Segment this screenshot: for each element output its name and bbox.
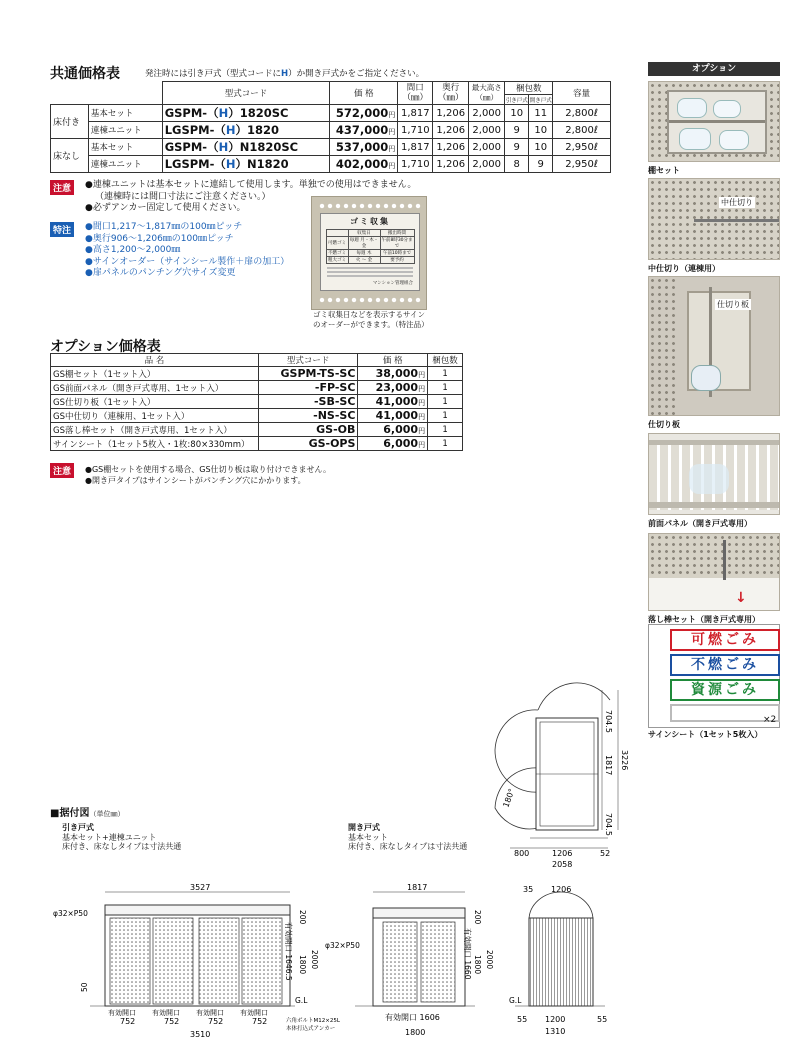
shelf-bar (669, 120, 765, 123)
cell-pack-swing: 11 (529, 105, 553, 122)
trash-bag (719, 130, 749, 150)
header-pack: 梱包数 (505, 82, 553, 95)
trash-bag (679, 128, 711, 150)
floor-type: 床なし (51, 139, 89, 173)
slide-h1: 200 (298, 910, 307, 925)
sign-sample-row: 不燃ゴミ 毎週 木 午前10時まで (326, 250, 414, 257)
slide-h3: 2000 (310, 950, 319, 970)
option-price: 41,000円 (358, 409, 428, 423)
cell-pack-swing: 9 (529, 156, 553, 173)
punch-holes (318, 297, 422, 303)
side-b2: 1200 (545, 1015, 566, 1024)
side-b1: 55 (517, 1015, 528, 1024)
sign-sample-footer: マンション管理組合 (372, 281, 413, 286)
special-line: ●間口1,217～1,817㎜の100㎜ピッチ (85, 222, 243, 232)
header-pack-slide: 引き戸式 (505, 95, 529, 105)
header-price: 価 格 (330, 82, 398, 105)
option-code: GS-OB (258, 423, 358, 437)
option-price: 23,000円 (358, 381, 428, 395)
order-note-h: H (281, 69, 289, 79)
side-b3: 55 (597, 1015, 608, 1024)
page-title: 共通価格表 (50, 66, 120, 82)
option-code: -FP-SC (258, 381, 358, 395)
option-table (50, 353, 463, 451)
model-code: LGSPM-（H）1820 (162, 122, 330, 139)
header-height: 最大高さ （㎜） (469, 82, 505, 105)
drop-rod (723, 540, 726, 580)
sign-sample-row: 可燃ゴミ 毎週 月・木・金 午前8時30分まで (328, 238, 413, 249)
partition-callout: 仕切り板 (717, 300, 749, 309)
caption-shelf-set: 棚セット (648, 166, 680, 175)
cell-pack-slide: 10 (505, 105, 529, 122)
trash-bag (691, 365, 721, 391)
floor-type: 床付き (51, 105, 89, 139)
slide-type-label: 引き戸式 基本セット+連棟ユニット 床付き、床なしタイプは寸法共通 (62, 823, 182, 851)
header-width: 間口 （㎜） (398, 82, 433, 105)
punch-holes (318, 203, 422, 209)
dim-top-3: 3226 (620, 750, 629, 771)
swing-hopen: 有効開口 1660 (463, 928, 472, 980)
sign-sample-row: 粗大ゴミ 火 ～ 金 要予約 (326, 257, 414, 264)
drop-rod-photo (648, 533, 780, 611)
header-depth: 奥行 （㎜） (433, 82, 469, 105)
slide-open-label-4: 有効開口 (240, 1009, 268, 1017)
option-price: 6,000円 (358, 423, 428, 437)
slide-overall: 3527 (190, 883, 211, 892)
header-pack-swing: 開き戸式 (529, 95, 553, 105)
special-tag: 特注 (50, 222, 74, 237)
slide-open-label-1: 有効開口 (108, 1009, 136, 1017)
slide-open-label-2: 有効開口 (152, 1009, 180, 1017)
caution2-notes (85, 464, 331, 486)
down-arrow-icon: ↓ (735, 590, 747, 606)
special-line: ●扉パネルのパンチング穴サイズ変更 (85, 268, 236, 278)
side-top-2: 1206 (551, 885, 572, 894)
cell-width: 1,710 (398, 156, 433, 173)
option-name: GS前面パネル（開き戸式専用、1セット入） (51, 381, 259, 395)
swing-front-drawing (325, 880, 505, 1050)
option-header-code: 型式コード (258, 354, 358, 367)
option-header-price: 価 格 (358, 354, 428, 367)
price: 572,000円 (330, 105, 398, 122)
shelf-set-photo (648, 81, 780, 162)
partition-board-photo (648, 276, 780, 416)
option-row (51, 437, 463, 451)
cell-capacity: 2,800ℓ (553, 105, 611, 122)
slide-opening-2: 752 (164, 1017, 180, 1026)
swing-h2: 1800 (473, 955, 482, 975)
option-row (51, 409, 463, 423)
dim-bottom-1: 800 (514, 849, 530, 858)
price: 437,000円 (330, 122, 398, 139)
option-pack: 1 (428, 423, 463, 437)
cell-capacity: 2,950ℓ (553, 156, 611, 173)
slide-opening-4: 752 (252, 1017, 268, 1026)
cell-pack-slide: 9 (505, 122, 529, 139)
installation-title: ■据付図（単位㎜） (50, 808, 125, 819)
special-line: ●サインオーダー（サインシール製作＋扉の加工） (85, 256, 290, 267)
sign-recyclable: 資源ごみ (670, 679, 780, 701)
cell-depth: 1,206 (433, 105, 469, 122)
sign-sample-title: ゴミ収集 (350, 217, 390, 226)
dim-bottom-2: 1206 (552, 849, 573, 858)
option-pack: 1 (428, 381, 463, 395)
caution2-line: ●GS棚セットを使用する場合、GS仕切り板は取り付けできません。 (85, 465, 332, 474)
swing-h3: 2000 (485, 950, 494, 970)
sign-sample-card (320, 213, 420, 291)
order-note-post: ）か開き戸式かをご指定ください。 (288, 69, 425, 79)
slide-anchor-1: 六角ボルトM12×25L (286, 1018, 340, 1024)
caution-line: （連棟時には間口寸法にご注意ください。） (95, 191, 271, 202)
option-code: -NS-SC (258, 409, 358, 423)
option-code: GS-OPS (258, 437, 358, 451)
option-row (51, 423, 463, 437)
price-table (50, 81, 611, 173)
side-drawing (505, 880, 625, 1050)
option-row (51, 367, 463, 381)
slide-hole: φ32×P50 (53, 909, 88, 918)
option-pack: 1 (428, 409, 463, 423)
cell-capacity: 2,800ℓ (553, 122, 611, 139)
special-notes (85, 222, 289, 280)
swing-type-label: 開き戸式 基本セット 床付き、床なしタイプは寸法共通 (348, 823, 468, 851)
cell-capacity: 2,950ℓ (553, 139, 611, 156)
order-note-pre: 発注時には引き戸式（型式コードに (145, 69, 282, 79)
option-table-header (51, 354, 463, 367)
option-row (51, 381, 463, 395)
price: 402,000円 (330, 156, 398, 173)
set-type: 連棟ユニット (88, 122, 162, 139)
cell-depth: 1,206 (433, 139, 469, 156)
header-code: 型式コード (162, 82, 330, 105)
cell-height: 2,000 (469, 105, 505, 122)
model-code: GSPM-（H）1820SC (162, 105, 330, 122)
dim-angle: 180° (501, 787, 517, 809)
option-code: GSPM-TS-SC (258, 367, 358, 381)
dim-top-2: 1817 (604, 755, 613, 776)
option-header-pack: 梱包数 (428, 354, 463, 367)
option-name: サインシート（1セット5枚入・1枚:80×330mm） (51, 437, 259, 451)
dim-top-1: 704.5 (604, 710, 613, 733)
special-line: ●高さ1,200～2,000㎜ (85, 245, 181, 255)
side-total: 1310 (545, 1027, 566, 1036)
option-price: 41,000円 (358, 395, 428, 409)
option-code: -SB-SC (258, 395, 358, 409)
option-name: GS仕切り板（1セット入） (51, 395, 259, 409)
sign-burnable: 可燃ごみ (670, 629, 780, 651)
option-name: GS棚セット（1セット入） (51, 367, 259, 381)
cell-width: 1,817 (398, 105, 433, 122)
side-top-1: 35 (523, 885, 534, 894)
sign-sample-caption: ゴミ収集日などを表示するサイン のオーダーができます。（特注品） (313, 310, 429, 329)
divider-photo (648, 178, 780, 260)
cell-height: 2,000 (469, 156, 505, 173)
cell-pack-swing: 10 (529, 139, 553, 156)
option-pack: 1 (428, 437, 463, 451)
slide-gl: G.L (295, 996, 308, 1005)
price-row (51, 156, 611, 173)
option-name: GS落し棒セット（開き戸式専用、1セット入） (51, 423, 259, 437)
option-pack: 1 (428, 367, 463, 381)
cell-pack-slide: 8 (505, 156, 529, 173)
option-pack: 1 (428, 395, 463, 409)
special-line: ●奥行906～1,206㎜の100㎜ピッチ (85, 233, 234, 244)
sign-sample-table: 収集日 搬出時間 可燃ゴミ 毎週 月・木・金 午前8時30分まで 不燃ゴミ 毎週 木 午前10時まで 粗大ゴミ 火 ～ 金 要予約 (328, 231, 413, 263)
slide-anchor-2: 本体打込式アンカー (286, 1026, 336, 1032)
slide-h2: 1800 (298, 955, 307, 975)
caution-line: ●必ずアンカー固定して使用ください。 (85, 203, 246, 213)
dim-top-4: 704.5 (604, 813, 613, 836)
trash-bag (713, 100, 741, 118)
slide-bottom: 3510 (190, 1030, 211, 1039)
swing-h1: 200 (473, 910, 482, 925)
caution-tag: 注意 (50, 180, 74, 195)
slide-base: 50 (80, 982, 89, 992)
caption-front-panel: 前面パネル（開き戸式専用） (648, 519, 752, 528)
slide-opening-3: 752 (208, 1017, 224, 1026)
order-note (145, 67, 424, 79)
cell-width: 1,710 (398, 122, 433, 139)
caption-sign-sheet: サインシート（1セット5枚入） (648, 730, 763, 739)
dim-total: 2058 (552, 860, 573, 869)
swing-bottom: 1800 (405, 1028, 426, 1037)
swing-overall: 1817 (407, 883, 428, 892)
plan-view-drawing (490, 680, 640, 870)
slide-front-drawing (50, 880, 350, 1050)
caution2-line: ●開き戸タイプはサインシートがパンチング穴にかかります。 (85, 476, 306, 485)
trash-bag (689, 464, 729, 494)
slide-opening-1: 752 (120, 1017, 136, 1026)
caution2-tag: 注意 (50, 463, 74, 478)
set-type: 連棟ユニット (88, 156, 162, 173)
option-table-title: オプション価格表 (50, 339, 161, 355)
cell-width: 1,817 (398, 139, 433, 156)
options-header: オプション (648, 62, 780, 76)
divider-bar (694, 219, 780, 222)
side-gl: G.L (509, 996, 522, 1005)
cell-pack-swing: 10 (529, 122, 553, 139)
set-type: 基本セット (88, 139, 162, 156)
caption-partition: 仕切り板 (648, 420, 680, 429)
sign-nonburnable: 不燃ごみ (670, 654, 780, 676)
option-name: GS中仕切り（連棟用、1セット入） (51, 409, 259, 423)
set-type: 基本セット (88, 105, 162, 122)
option-price: 6,000円 (358, 437, 428, 451)
option-price: 38,000円 (358, 367, 428, 381)
cell-depth: 1,206 (433, 122, 469, 139)
caption-divider: 中仕切り（連棟用） (648, 264, 720, 273)
slide-open-label-3: 有効開口 (196, 1009, 224, 1017)
trash-bag (677, 98, 707, 118)
option-row (51, 395, 463, 409)
front-panel-photo (648, 433, 780, 515)
caution-line: ●連棟ユニットは基本セットに連結して使用します。単独での使用はできません。 (85, 180, 417, 190)
price-table-header (51, 82, 611, 95)
price-row (51, 122, 611, 139)
swing-hole: φ32×P50 (325, 941, 360, 950)
cell-pack-slide: 9 (505, 139, 529, 156)
model-code: GSPM-（H）N1820SC (162, 139, 330, 156)
slide-hopen: 有効開口 1646.5 (284, 922, 293, 981)
price-row (51, 139, 611, 156)
caption-drop-rod: 落し棒セット（開き戸式専用） (648, 615, 760, 624)
swing-opening: 有効開口 1606 (385, 1013, 440, 1022)
cell-height: 2,000 (469, 139, 505, 156)
header-capacity: 容量 (553, 82, 611, 105)
option-header-name: 品 名 (51, 354, 259, 367)
model-code: LGSPM-（H）N1820 (162, 156, 330, 173)
price: 537,000円 (330, 139, 398, 156)
sign-multiplier: ×2 (763, 715, 777, 725)
cell-depth: 1,206 (433, 156, 469, 173)
sign-sample-photo (311, 196, 427, 310)
dim-bottom-3: 52 (600, 849, 611, 858)
cell-height: 2,000 (469, 122, 505, 139)
price-row (51, 105, 611, 122)
divider-callout: 中仕切り (721, 198, 753, 207)
